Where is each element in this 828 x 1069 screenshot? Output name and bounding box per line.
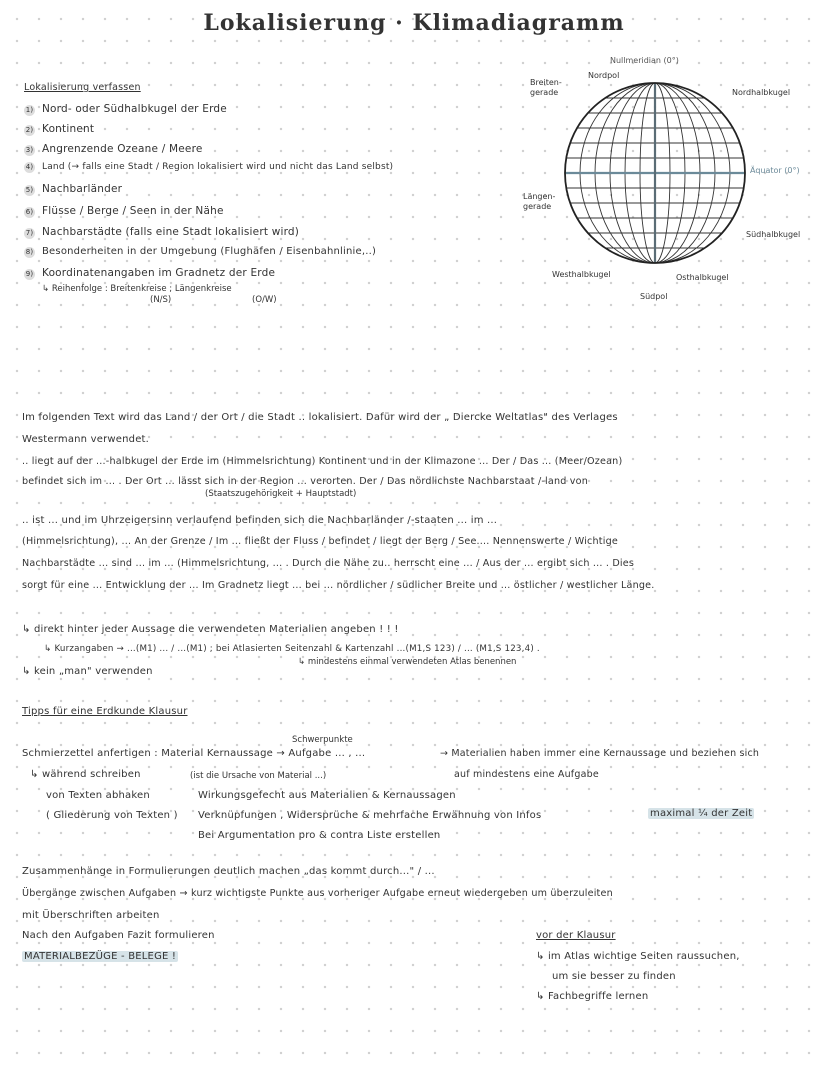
list-item [24,226,299,239]
bottom-line: MATERIALBEZÜGE - BELEGE ! [24,951,177,962]
text-line: .. ist ... und im Uhrzeigersinn verlaufend befinden sich die Nachbarländer /-staaten ... im ... [22,515,498,526]
list-number: 6) [25,208,34,216]
before-exam-heading: vor der Klausur [536,930,616,941]
text-line: Im folgenden Text wird das Land / der Ort / die Stadt .. lokalisiert. Dafür wird der „ Diercke Weltatlas" des Verlages [22,412,618,423]
order-ow: (O/W) [252,295,277,305]
list-text: Kontinent [42,123,95,135]
tips-line: → Materialien haben immer eine Kernaussage und beziehen sich [440,748,760,759]
note-line: ↳ mindestens einmal verwendeten Atlas benennen [298,657,517,667]
text-line: Westermann verwendet. [22,434,150,445]
tips-line: (ist die Ursache von Material ...) [190,771,327,781]
list-text: Nord- oder Südhalbkugel der Erde [42,103,227,115]
note-line: ↳ kein „man" verwenden [22,666,153,677]
nordhalbkugel-label: Nordhalbkugel [732,88,791,97]
list-item [24,267,275,280]
list-text: Land (→ falls eine Stadt / Region lokalisiert wird und nicht das Land selbst) [42,162,394,172]
list-number: 4) [25,163,34,171]
list-text: Koordinatenangaben im Gradnetz der Erde [42,267,276,279]
list-item [24,143,203,156]
page-title: Lokalisierung · Klimadiagramm [203,10,625,36]
tips-line: ( Gliederung von Texten ) [46,810,178,821]
localize-heading: Lokalisierung verfassen [24,82,141,93]
list-number: 5) [25,186,34,194]
bottom-line: Übergänge zwischen Aufgaben → kurz wichtigste Punkte aus vorheriger Aufgabe erneut wiedergeben um überzuleiten [22,888,613,899]
breitengerade-label: Breiten- gerade [530,78,562,97]
list-item [24,123,94,136]
globe-diagram [560,78,750,268]
before-exam-line: ↳ Fachbegriffe lernen [536,991,649,1002]
order-note: ↳ Reihenfolge : Breitenkreise ; Längenkreise [42,284,232,294]
aequator-label: Äquator (0°) [750,166,800,175]
list-number: 1) [25,106,34,114]
nordpol-label: Nordpol [588,71,620,80]
list-item [24,246,376,258]
tips-heading: Tipps für eine Erdkunde Klausur [22,706,188,717]
list-text: Nachbarstädte (falls eine Stadt lokalisiert wird) [42,226,300,238]
list-text: Angrenzende Ozeane / Meere [42,143,203,155]
list-number: 2) [25,126,34,134]
list-item [24,103,227,116]
laengengerade-label: Längen- gerade [523,192,556,211]
bottom-line: Nach den Aufgaben Fazit formulieren [22,930,215,941]
schwerpunkte-label: Schwerpunkte [292,735,353,745]
westhalbkugel-label: Westhalbkugel [552,270,611,279]
before-exam-line: um sie besser zu finden [552,971,676,982]
list-number: 3) [25,146,34,154]
osthalbkugel-label: Osthalbkugel [676,273,729,282]
text-line: befindet sich im ... . Der Ort ... lässt sich in der Region ... verorten. Der / Das nördlichste Nachbarstaat /-land von [22,476,589,487]
bottom-line: Zusammenhänge in Formulierungen deutlich machen „das kommt durch..." / ... [22,866,435,877]
list-number: 8) [25,248,34,256]
note-line: ↳ direkt hinter jeder Aussage die verwendeten Materialien angeben ! ! ! [22,624,399,635]
list-number: 9) [25,270,34,278]
suedpol-label: Südpol [640,292,668,301]
list-text: Nachbarländer [42,183,123,195]
tips-line: auf mindestens eine Aufgabe [454,769,599,780]
maximal-time-note: maximal ¼ der Zeit [650,808,753,819]
order-ns: (N/S) [150,295,172,305]
tips-line: ↳ während schreiben [30,769,141,780]
tips-line: Bei Argumentation pro & contra Liste erstellen [198,830,441,841]
text-line: sorgt für eine ... Entwicklung der ... Im Gradnetz liegt ... bei ... nördlicher / südlicher Breite und ... östlicher / westlicher Länge. [22,580,655,591]
text-line: .. liegt auf der ...-halbkugel der Erde im (Himmelsrichtung) Kontinent und in der Klimazone ... Der / Das ... (Meer/Ozean) [22,456,623,467]
nullmeridian-label: Nullmeridian (0°) [610,56,679,65]
tips-line: Wirkungsgefecht aus Materialien & Kernaussagen [198,790,456,801]
before-exam-line: ↳ im Atlas wichtige Seiten raussuchen, [536,951,740,962]
text-line: Nachbarstädte ... sind ... im ... (Himmelsrichtung, ... . Durch die Nähe zu.. herrscht eine ... / Aus der ... ergibt sich ... . Dies [22,558,635,569]
text-line: (Himmelsrichtung), ... An der Grenze / Im ... fließt der Fluss / befindet / liegt der Berg / See.... Nennenswerte / Wichtige [22,536,619,547]
tips-line: Verknüpfungen , Widersprüche & mehrfache Erwähnung von Infos [198,810,542,821]
list-text: Besonderheiten in der Umgebung (Flughäfen / Eisenbahnlinie,..) [42,246,377,257]
list-number: 7) [25,229,34,237]
note-line: ↳ Kurzangaben → ...(M1) ... / ...(M1) ; bei Atlasierten Seitenzahl & Kartenzahl ...(M1,S 123) / ... (M1,S 123,4) . [44,644,540,654]
text-line-small: (Staatszugehörigkeit + Hauptstadt) [205,489,357,499]
suedhalbkugel-label: Südhalbkugel [746,230,801,239]
list-item [24,183,122,196]
bottom-line: mit Überschriften arbeiten [22,910,160,921]
tips-line: von Texten abhaken [46,790,150,801]
list-text: Flüsse / Berge / Seen in der Nähe [42,205,224,217]
list-item [24,205,224,218]
list-item [24,162,393,173]
tips-line: Schmierzettel anfertigen : Material Kernaussage → Aufgabe ... , ... [22,748,366,759]
